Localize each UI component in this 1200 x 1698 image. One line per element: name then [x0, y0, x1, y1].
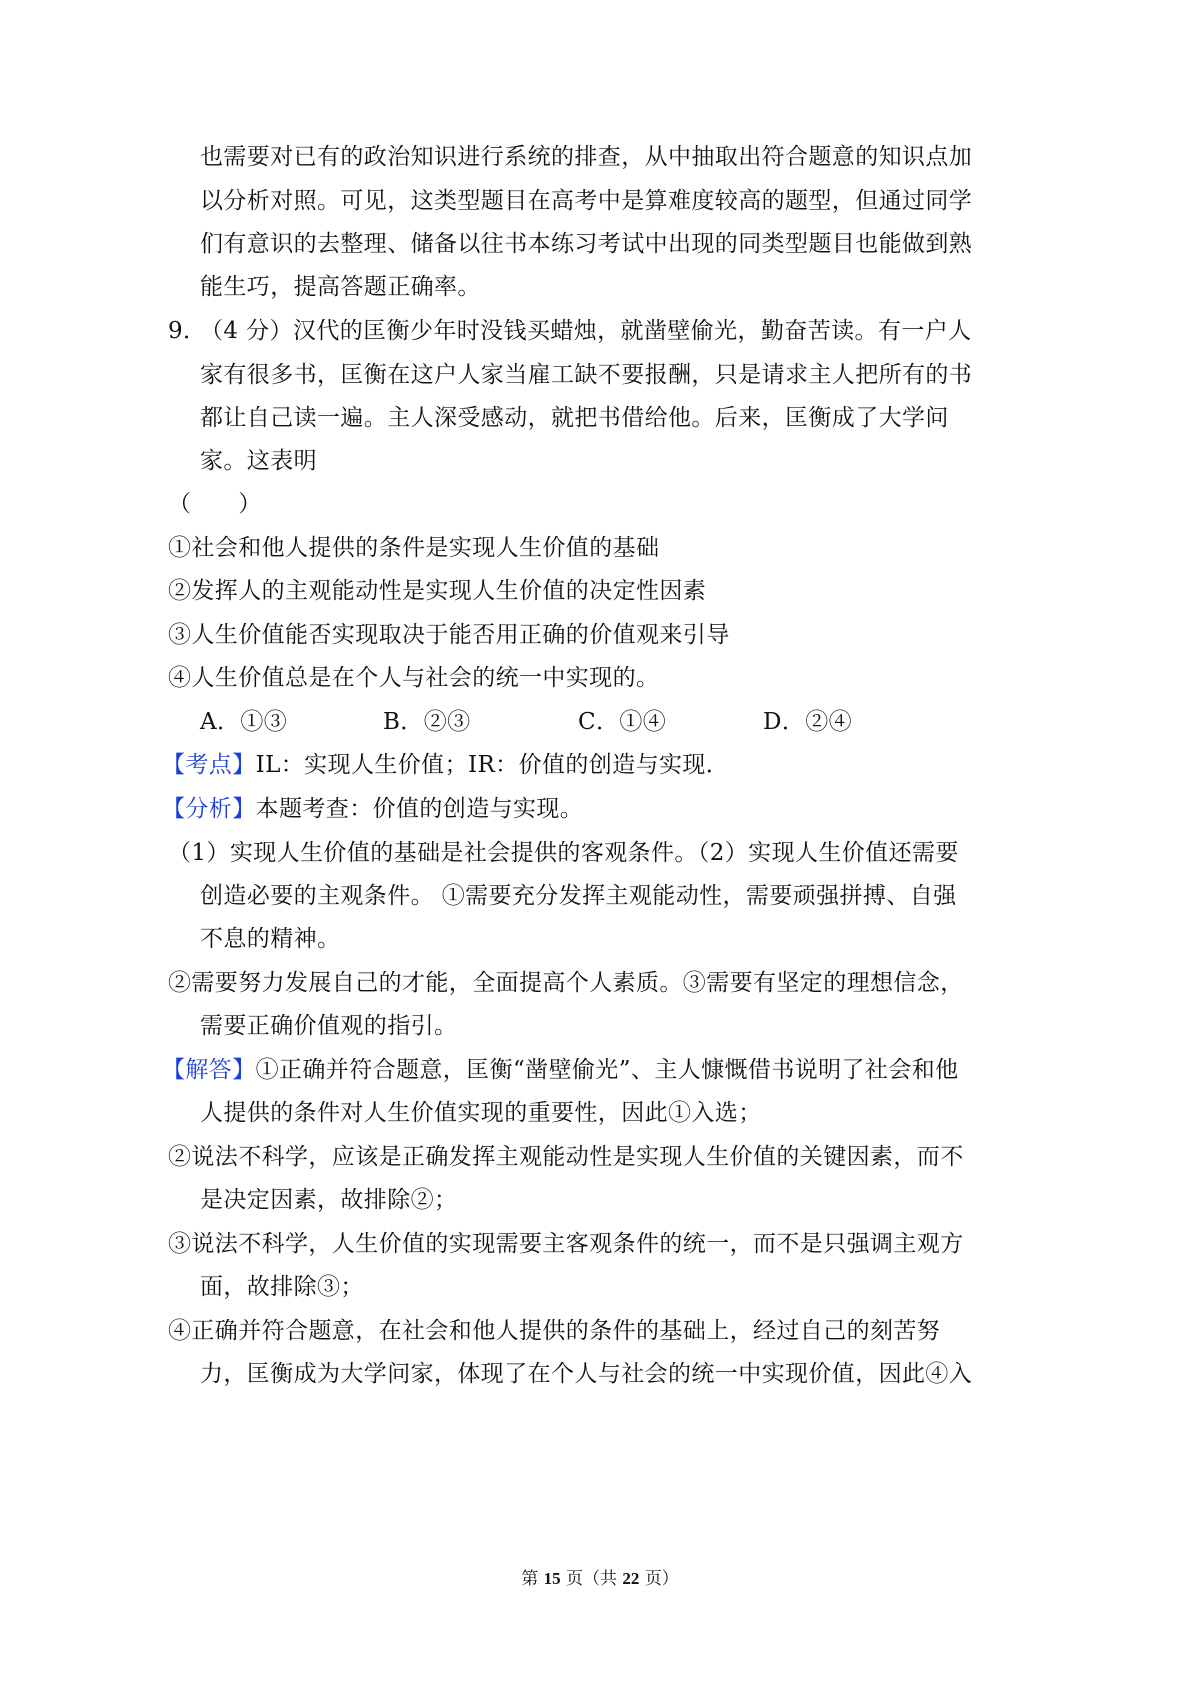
- kaodian-text: IL：实现人生价值；IR：价值的创造与实现．: [255, 752, 730, 778]
- jieda-tag: 【解答】: [162, 1057, 256, 1083]
- statement: ④人生价值总是在个人与社会的统一中实现的。: [168, 665, 660, 691]
- intro-line: 也需要对已有的政治知识进行系统的排查，从中抽取出符合题意的知识点加: [200, 144, 973, 170]
- intro-line: 能生巧，提高答题正确率。: [200, 274, 481, 300]
- footer-middle: 页（共: [566, 1569, 617, 1589]
- fenxi-line: 创造必要的主观条件。 ①需要充分发挥主观能动性，需要顽强拼搏、自强: [200, 883, 957, 909]
- fenxi-line: 不息的精神。: [200, 926, 341, 952]
- jieda-section: [162, 1055, 959, 1085]
- statement: ①社会和他人提供的条件是实现人生价值的基础: [168, 535, 660, 561]
- answer-blank: （ ）: [168, 491, 262, 517]
- jieda-line: ③说法不科学，人生价值的实现需要主客观条件的统一，而不是只强调主观方: [168, 1231, 964, 1257]
- jieda-line: 力，匡衡成为大学问家，体现了在个人与社会的统一中实现价值，因此④入: [200, 1361, 973, 1387]
- jieda-line: 人提供的条件对人生价值实现的重要性，因此①入选；: [200, 1100, 762, 1126]
- page-footer: [0, 1568, 1200, 1590]
- option-a: A．①③: [200, 709, 288, 735]
- footer-total-pages: 22: [622, 1569, 640, 1588]
- option-b: B．②③: [383, 709, 471, 735]
- footer-prefix: 第: [521, 1569, 539, 1589]
- statement: ③人生价值能否实现取决于能否用正确的价值观来引导: [168, 622, 730, 648]
- jieda-line: 是决定因素，故排除②；: [200, 1187, 458, 1213]
- question-line: （4 分）汉代的匡衡少年时没钱买蜡烛，就凿壁偷光，勤奋苦读。有一户人: [200, 318, 972, 344]
- jieda-line: 面，故排除③；: [200, 1274, 364, 1300]
- fenxi-tag: 【分析】: [162, 796, 256, 822]
- fenxi-section: [162, 794, 583, 824]
- fenxi-line: 需要正确价值观的指引。: [200, 1013, 458, 1039]
- question-line: 家。这表明: [200, 448, 317, 474]
- intro-line: 以分析对照。可见，这类型题目在高考中是算难度较高的题型，但通过同学: [200, 188, 973, 214]
- footer-suffix: 页）: [644, 1569, 679, 1589]
- statement: ②发挥人的主观能动性是实现人生价值的决定性因素: [168, 578, 707, 604]
- fenxi-text: 本题考查：价值的创造与实现。: [255, 796, 584, 822]
- kaodian-section: [162, 750, 729, 780]
- jieda-first-line: ①正确并符合题意，匡衡“凿壁偷光”、主人慷慨借书说明了社会和他: [255, 1057, 959, 1083]
- footer-page-number: 15: [543, 1569, 561, 1588]
- jieda-line: ④正确并符合题意，在社会和他人提供的条件的基础上，经过自己的刻苦努: [168, 1318, 941, 1344]
- question-number: 9．: [168, 318, 207, 344]
- question-line: 家有很多书，匡衡在这户人家当雇工缺不要报酬，只是请求主人把所有的书: [200, 362, 973, 388]
- intro-line: 们有意识的去整理、储备以往书本练习考试中出现的同类型题目也能做到熟: [200, 231, 973, 257]
- kaodian-tag: 【考点】: [162, 752, 256, 778]
- fenxi-line: ②需要努力发展自己的才能，全面提高个人素质。③需要有坚定的理想信念，: [168, 970, 964, 996]
- option-c: C．①④: [578, 709, 667, 735]
- question-line: 都让自己读一遍。主人深受感动，就把书借给他。后来，匡衡成了大学问: [200, 405, 949, 431]
- jieda-line: ②说法不科学，应该是正确发挥主观能动性是实现人生价值的关键因素，而不: [168, 1144, 964, 1170]
- option-d: D．②④: [763, 709, 853, 735]
- fenxi-line: （1）实现人生价值的基础是社会提供的客观条件。（2）实现人生价值还需要: [168, 840, 959, 866]
